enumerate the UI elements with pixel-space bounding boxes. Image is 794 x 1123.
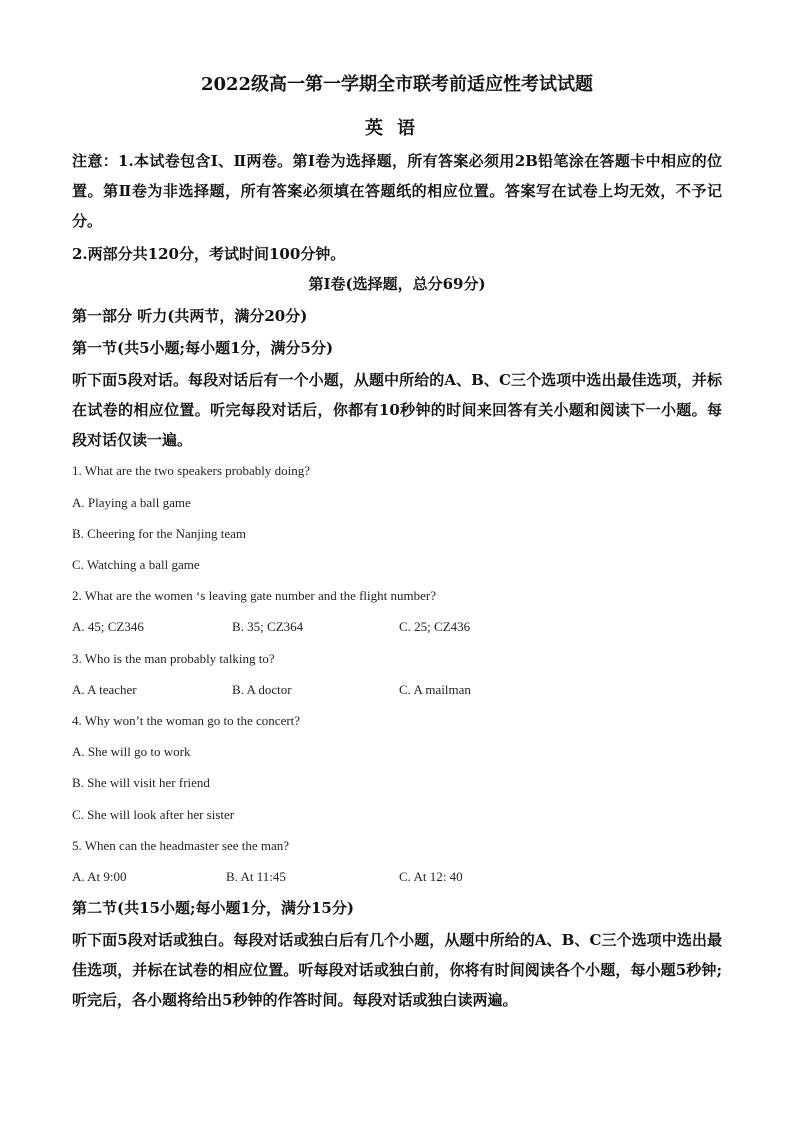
exam-notice: 注意：1.本试卷包含Ⅰ、Ⅱ两卷。第Ⅰ卷为选择题，所有答案必须用2B铅笔涂在答题卡中相应的位置。第Ⅱ卷为非选择题，所有答案必须填在答题纸的相应位置。答案写在试卷上均无效，不予记分。 bbox=[72, 152, 722, 230]
question-2-option-a: A. 45; CZ346 bbox=[72, 619, 144, 634]
section-1-instructions: 听下面5段对话。每段对话后有一个小题，从题中所给的A、B、C三个选项中选出最佳选项，并标在试卷的相应位置。听完每段对话后，你都有10秒钟的时间来回答有关小题和阅读下一小题。每段对话仅读一遍。 bbox=[72, 371, 722, 449]
question-1-option-c: C. Watching a ball game bbox=[72, 557, 200, 572]
section-1-title: 第一节(共5小题;每小题1分，满分5分) bbox=[72, 339, 334, 357]
question-1-stem: 1. What are the two speakers probably doing? bbox=[72, 463, 311, 478]
subject-title: 英语 bbox=[365, 118, 429, 139]
question-3-option-b: B. A doctor bbox=[232, 682, 292, 697]
part-1-title: 第一部分 听力(共两节，满分20分) bbox=[72, 307, 308, 325]
question-5-stem: 5. When can the headmaster see the man? bbox=[72, 838, 290, 853]
question-5-option-a: A. At 9:00 bbox=[72, 869, 127, 884]
question-3-stem: 3. Who is the man probably talking to? bbox=[72, 651, 275, 666]
question-2-stem: 2. What are the women ‘s leaving gate number and the flight number? bbox=[72, 588, 436, 603]
question-1-option-a: A. Playing a ball game bbox=[72, 495, 191, 510]
question-5-option-c: C. At 12: 40 bbox=[399, 869, 463, 884]
section-2-title: 第二节(共15小题;每小题1分，满分15分) bbox=[72, 899, 354, 917]
volume-1-title: 第Ⅰ卷(选择题，总分69分) bbox=[308, 275, 486, 293]
question-3-option-c: C. A mailman bbox=[399, 682, 471, 697]
section-2-instructions: 听下面5段对话或独白。每段对话或独白后有几个小题，从题中所给的A、B、C三个选项中选出最佳选项，并标在试卷的相应位置。听每段对话或独白前，你将有时间阅读各个小题，每小题5秒钟;听完后，各小题将给出5秒钟的作答时间。每段对话或独白读两遍。 bbox=[72, 931, 722, 1009]
question-3-option-a: A. A teacher bbox=[72, 682, 137, 697]
exam-title: 2022级高一第一学期全市联考前适应性考试试题 bbox=[200, 74, 594, 95]
question-5-option-b: B. At 11:45 bbox=[226, 869, 286, 884]
question-1-option-b: B. Cheering for the Nanjing team bbox=[72, 526, 247, 541]
question-4-option-c: C. She will look after her sister bbox=[72, 807, 235, 822]
exam-notice-2: 2.两部分共120分，考试时间100分钟。 bbox=[72, 245, 346, 263]
question-4-stem: 4. Why won’t the woman go to the concert? bbox=[72, 713, 301, 728]
question-4-option-a: A. She will go to work bbox=[72, 744, 191, 759]
question-2-option-c: C. 25; CZ436 bbox=[399, 619, 471, 634]
question-4-option-b: B. She will visit her friend bbox=[72, 775, 210, 790]
question-2-option-b: B. 35; CZ364 bbox=[232, 619, 304, 634]
